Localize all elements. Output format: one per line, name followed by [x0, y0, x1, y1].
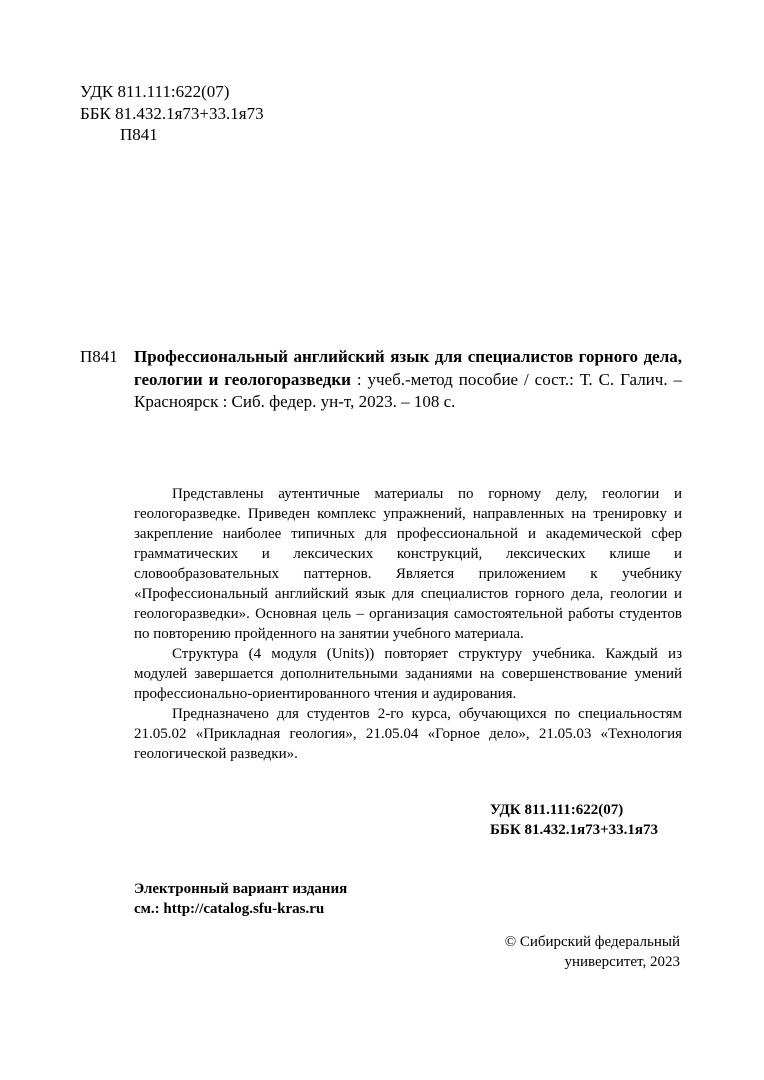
udk-code: УДК 811.111:622(07) [80, 82, 230, 101]
bibliographic-entry [134, 346, 682, 414]
electronic-version-label: Электронный вариант издания [134, 881, 348, 897]
entry-author-mark: П841 [80, 347, 118, 366]
udk-code-bottom: УДК 811.111:622(07) [490, 802, 624, 818]
book-title: Профессиональный английский язык для специалистов горного дела, геологии и геологоразведки [134, 347, 682, 389]
classification-codes-top [80, 81, 264, 146]
annotation [134, 484, 682, 764]
publication-details: : учеб.-метод пособие / сост.: Т. С. Галич. – Красноярск : Сиб. федер. ун-т, 2023. – 108 с. [134, 369, 682, 411]
electronic-version-note [134, 879, 347, 919]
copyright-line-1: © Сибирский федеральный [504, 934, 680, 950]
bbk-code-bottom: ББК 81.432.1я73+33.1я73 [490, 822, 658, 838]
classification-codes-bottom [490, 800, 658, 840]
author-mark: П841 [120, 125, 158, 144]
copyright-line-2: университет, 2023 [564, 954, 680, 970]
copyright [505, 932, 680, 972]
annotation-paragraph-3: Предназначено для студентов 2-го курса, обучающихся по специальностям 21.05.02 «Прикладная геология», 21.05.04 «Горное дело», 21.05.03 «Технология геологической разведки». [134, 706, 682, 762]
annotation-paragraph-1: Представлены аутентичные материалы по горному делу, геологии и геологоразведке. Приведен комплекс упражнений, направленных на тренировку и закрепление наиболее типичных для профессиональной и академической сфер грамматических и лексических конструкций, лексических клише и словообразовательных паттернов. Является приложением к учебнику «Профессиональный английский язык для специалистов горного дела, геологии и геологоразведки». Основная цель – организация самостоятельной работы студентов по повторению пройденного на занятии учебного материала. [134, 486, 682, 642]
bbk-code: ББК 81.432.1я73+33.1я73 [80, 103, 264, 123]
catalog-link: см.: http://catalog.sfu-kras.ru [134, 901, 325, 917]
annotation-paragraph-2: Структура (4 модуля (Units)) повторяет структуру учебника. Каждый из модулей завершается дополнительными заданиями на совершенствование умений профессионально-ориентированного чтения и аудирования. [134, 646, 682, 702]
